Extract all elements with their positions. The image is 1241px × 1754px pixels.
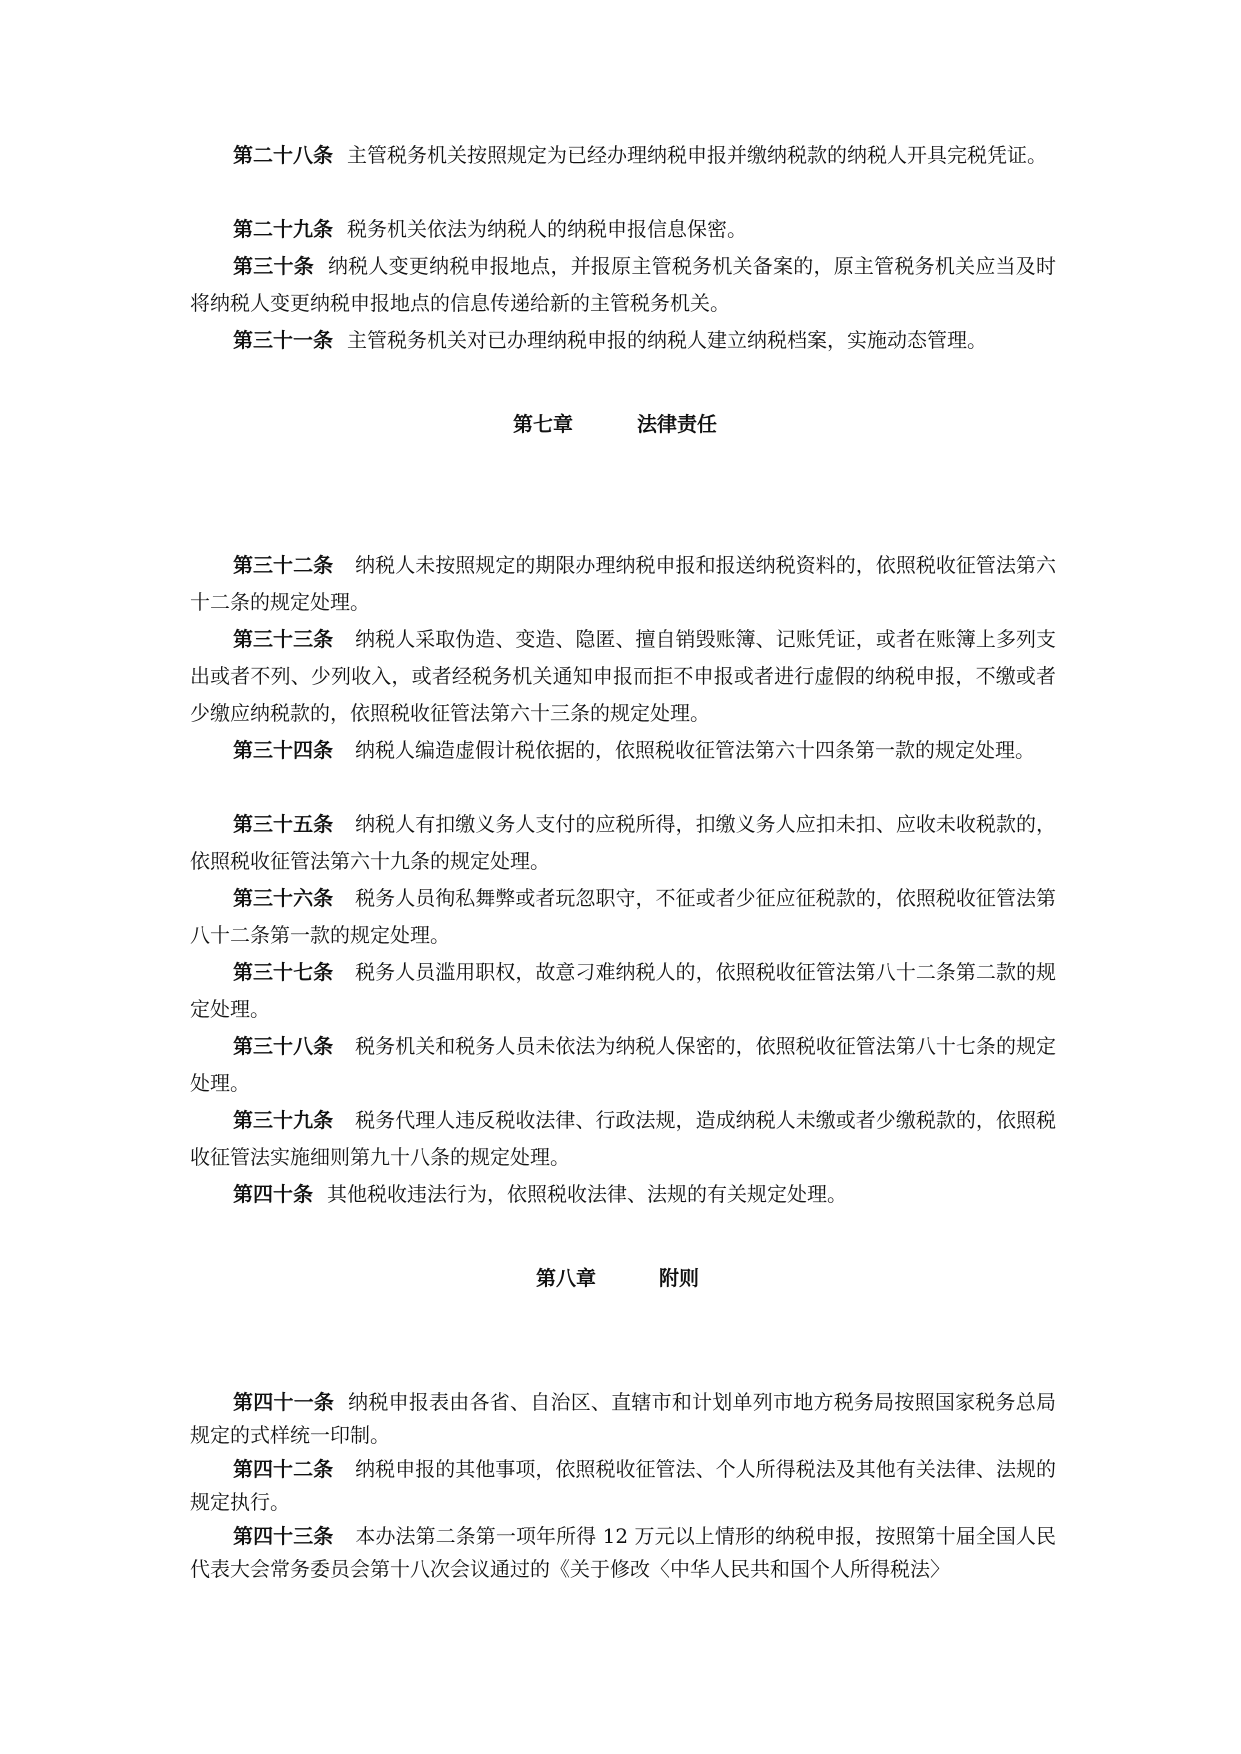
article-37 [190,954,1056,1028]
chapter-title: 法律责任 [637,412,717,436]
article-text: 税务人员滥用职权，故意刁难纳税人的，依照税收征管法第八十二条第二款的规定处理。 [190,960,1057,1021]
article-41 [190,1386,1056,1452]
article-42 [190,1453,1056,1519]
article-text: 纳税人变更纳税申报地点，并报原主管税务机关备案的，原主管税务机关应当及时将纳税人变更纳税申报地点的信息传递给新的主管税务机关。 [190,254,1057,315]
article-39 [190,1102,1056,1176]
chapter-number: 第七章 [513,412,573,436]
article-label: 第三十四条 [233,738,333,762]
article-label: 第三十一条 [233,328,333,352]
article-label: 第四十条 [233,1182,313,1206]
article-text: 纳税申报表由各省、自治区、直辖市和计划单列市地方税务局按照国家税务总局规定的式样统一印制。 [190,1390,1057,1447]
chapter-number: 第八章 [536,1266,596,1290]
article-text: 税务机关依法为纳税人的纳税申报信息保密。 [347,217,747,241]
article-text: 纳税人采取伪造、变造、隐匿、擅自销毁账簿、记账凭证，或者在账簿上多列支出或者不列、少列收入，或者经税务机关通知申报而拒不申报或者进行虚假的纳税申报，不缴或者少缴应纳税款的，依照税收征管法第六十三条的规定处理。 [190,627,1057,725]
article-28 [190,137,1056,174]
chapter-title: 附则 [659,1266,699,1290]
article-label: 第三十条 [233,254,314,278]
article-text: 纳税人未按照规定的期限办理纳税申报和报送纳税资料的，依照税收征管法第六十二条的规定处理。 [190,553,1057,614]
article-label: 第四十三条 [233,1524,334,1548]
article-30 [190,248,1056,322]
article-label: 第二十八条 [233,143,333,167]
article-label: 第三十七条 [233,960,334,984]
article-label: 第三十五条 [233,812,334,836]
article-text: 纳税人有扣缴义务人支付的应税所得，扣缴义务人应扣未扣、应收未收税款的，依照税收征管法第六十九条的规定处理。 [190,812,1057,873]
article-33 [190,621,1056,732]
article-label: 第四十二条 [233,1457,334,1481]
article-label: 第三十二条 [233,553,334,577]
article-text: 税务人员徇私舞弊或者玩忽职守，不征或者少征应征税款的，依照税收征管法第八十二条第一款的规定处理。 [190,886,1057,947]
article-label: 第三十三条 [233,627,334,651]
article-31 [190,322,1056,359]
article-text: 主管税务机关对已办理纳税申报的纳税人建立纳税档案，实施动态管理。 [347,328,987,352]
article-label: 第三十九条 [233,1108,334,1132]
article-text: 其他税收违法行为，依照税收法律、法规的有关规定处理。 [327,1182,847,1206]
article-34 [190,732,1056,769]
article-35 [190,806,1056,880]
article-text: 主管税务机关按照规定为已经办理纳税申报并缴纳税款的纳税人开具完税凭证。 [347,143,1047,167]
article-36 [190,880,1056,954]
article-38 [190,1028,1056,1102]
article-40 [190,1176,1056,1213]
article-text: 纳税人编造虚假计税依据的，依照税收征管法第六十四条第一款的规定处理。 [355,738,1035,762]
article-text: 纳税申报的其他事项，依照税收征管法、个人所得税法及其他有关法律、法规的规定执行。 [190,1457,1057,1514]
article-label: 第三十八条 [233,1034,334,1058]
article-text: 税务代理人违反税收法律、行政法规，造成纳税人未缴或者少缴税款的，依照税收征管法实施细则第九十八条的规定处理。 [190,1108,1057,1169]
article-label: 第四十一条 [233,1390,335,1414]
article-label: 第三十六条 [233,886,334,910]
article-text: 本办法第二条第一项年所得 12 万元以上情形的纳税申报，按照第十届全国人民代表大会常务委员会第十八次会议通过的《关于修改〈中华人民共和国个人所得税法〉 [190,1524,1057,1581]
article-text: 税务机关和税务人员未依法为纳税人保密的，依照税收征管法第八十七条的规定处理。 [190,1034,1057,1095]
article-label: 第二十九条 [233,217,333,241]
article-29 [190,211,1056,248]
article-32 [190,547,1056,621]
article-43 [190,1520,1056,1586]
